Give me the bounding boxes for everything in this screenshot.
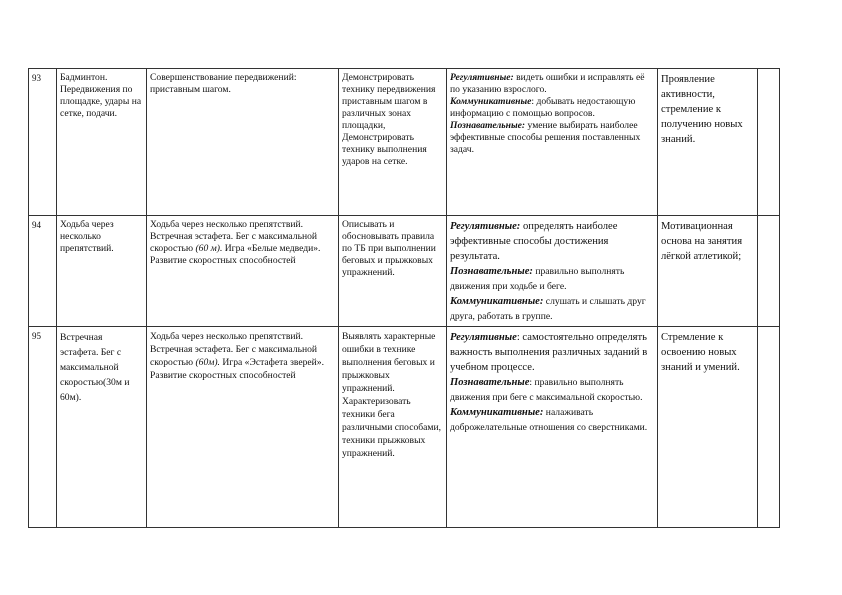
lesson-content <box>147 69 339 216</box>
uud-text: видеть ошибки и исправлять её по указанию взрослого. <box>450 72 645 95</box>
lesson-number: 94 <box>29 216 57 327</box>
uud-label: Регулятивные: <box>450 72 514 83</box>
personal-results: Мотивационная основа на занятия лёгкой атлетикой; <box>658 216 758 327</box>
uud-text: : правильно выполнять движения при беге с максимальной скоростью. <box>450 377 643 403</box>
personal-results: Стремление к освоению новых знаний и умений. <box>658 327 758 528</box>
learning-outcomes <box>447 69 658 216</box>
learning-outcomes <box>447 216 658 327</box>
uud-text: слушать и слышать друг друга, работать в группе. <box>450 296 646 322</box>
lesson-content <box>147 216 339 327</box>
content-text: Совершенствование передвижений: приставным шагом. <box>150 72 297 95</box>
notes-cell <box>758 216 780 327</box>
lesson-topic: Ходьба через несколько препятствий. <box>57 216 147 327</box>
student-activity: Описывать и обосновывать правила по ТБ при выполнении беговых и прыжковых упражнений. <box>339 216 447 327</box>
table-row <box>29 327 780 528</box>
lesson-topic: Встречная эстафета. Бег с максимальной скоростью(30м и 60м). <box>57 327 147 528</box>
uud-label: Познавательные <box>450 377 530 388</box>
uud-label: Регулятивные: <box>450 221 521 232</box>
uud-text: определять наиболее эффективные способы достижения результата. <box>450 221 618 262</box>
lesson-number: 93 <box>29 69 57 216</box>
student-activity: Демонстрировать технику передвижения приставным шагом в различных зонах площадки, Демонстрировать технику выполнения ударов на сетке. <box>339 69 447 216</box>
table-row <box>29 69 780 216</box>
lesson-content <box>147 327 339 528</box>
uud-text: : самостоятельно определять важность выполнения различных заданий в учебном процессе. <box>450 332 648 373</box>
uud-label: Коммуникативные <box>450 96 532 107</box>
content-text: Игра «Белые медведи». Развитие скоростных способностей <box>150 243 321 266</box>
content-text: Ходьба через несколько препятствий. Встречная эстафета. Бег с максимальной скоростью <box>150 331 318 368</box>
content-text: Ходьба через несколько препятствий. Встречная эстафета. Бег с максимальной скоростью <box>150 219 318 254</box>
notes-cell <box>758 327 780 528</box>
student-activity: Выявлять характерные ошибки в технике выполнения беговых и прыжковых упражнений. Характеризовать техники бега различными способами, техники прыжковых упражнений. <box>339 327 447 528</box>
uud-label: Коммуникативные: <box>450 407 544 418</box>
uud-text: правильно выполнять движения при ходьбе и беге. <box>450 266 625 292</box>
uud-label: Коммуникативные: <box>450 296 544 307</box>
uud-label: Регулятивные <box>450 332 517 343</box>
notes-cell <box>758 69 780 216</box>
content-distance: (60 м). <box>195 243 223 254</box>
uud-text: налаживать доброжелательные отношения со сверстниками. <box>450 407 648 433</box>
uud-label: Познавательные: <box>450 266 533 277</box>
table-row <box>29 216 780 327</box>
content-text: Игра «Эстафета зверей». Развитие скоростных способностей <box>150 357 324 381</box>
content-distance: (60м). <box>195 357 220 368</box>
uud-text: : добывать недостающую информацию с помощью вопросов. <box>450 96 636 119</box>
lesson-topic: Бадминтон. Передвижения по площадке, удары на сетке, подачи. <box>57 69 147 216</box>
uud-text: умение выбирать наиболее эффективные способы решения поставленных задач. <box>450 120 641 155</box>
learning-outcomes <box>447 327 658 528</box>
lesson-plan-table <box>28 68 780 528</box>
lesson-number: 95 <box>29 327 57 528</box>
personal-results: Проявление активности, стремление к получению новых знаний. <box>658 69 758 216</box>
uud-label: Познавательные: <box>450 120 526 131</box>
